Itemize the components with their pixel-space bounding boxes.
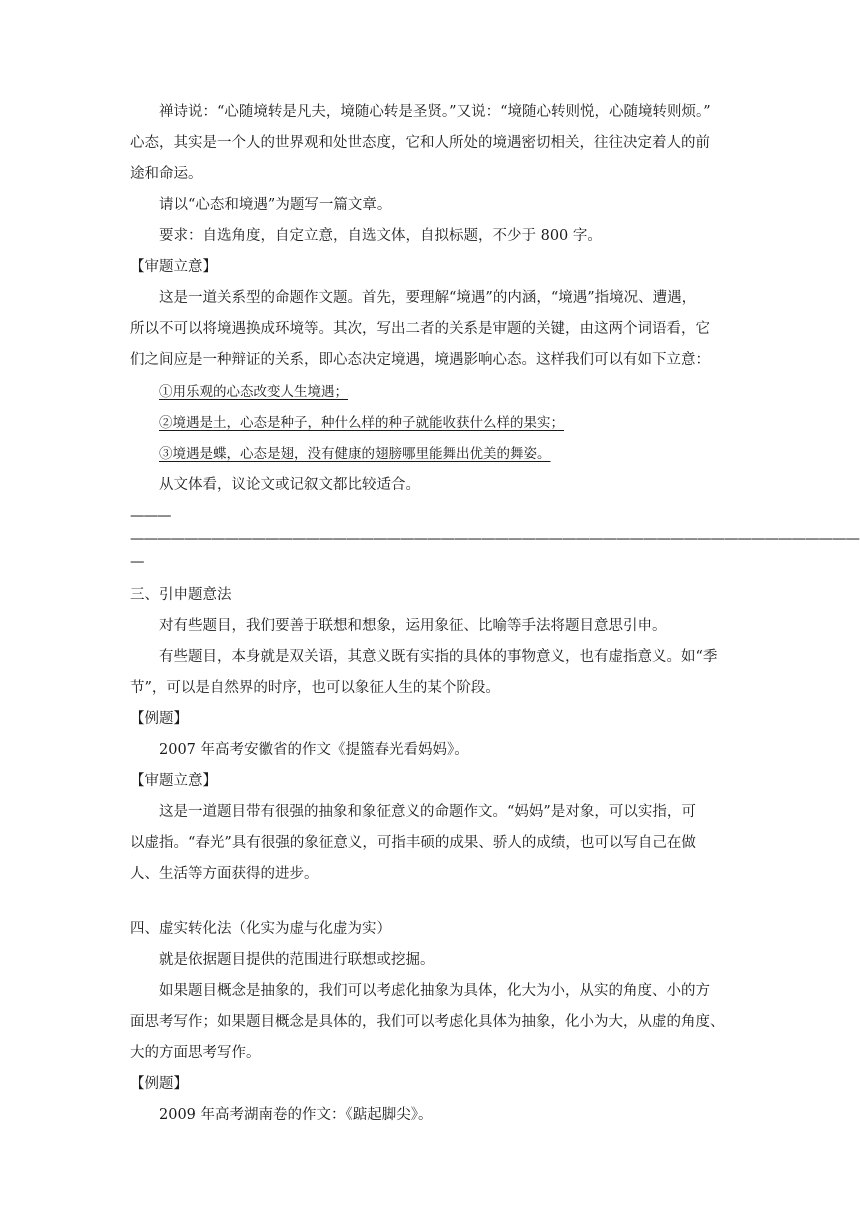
section-heading: 【审题立意】: [130, 259, 217, 275]
idea-item: ①用乐观的心态改变人生境遇；: [159, 384, 348, 400]
text-line: 们之间应是一种辩证的关系，即心态决定境遇，境遇影响心态。这样我们可以有如下立意：: [130, 352, 710, 368]
section-heading: 三、引申题意法: [130, 587, 232, 603]
text-line: 这是一道题目带有很强的抽象和象征意义的命题作文。“妈妈”是对象，可以实指，可: [159, 804, 696, 820]
text-line: 对有些题目，我们要善于联想和想象，运用象征、比喻等手法将题目意思引申。: [159, 618, 667, 634]
text-line: 请以“心态和境遇”为题写一篇文章。: [159, 197, 392, 213]
idea-item: ②境遇是土，心态是种子，种什么样的种子就能收获什么样的果实；: [159, 415, 564, 431]
text-line: 禅诗说：“心随境转是凡夫，境随心转是圣贤。”又说：“境随心转则悦，心随境转则烦。”: [159, 104, 711, 120]
separator-line: ——————————————————————————————————————————————————————: [130, 531, 859, 547]
section-heading: 【例题】: [130, 1076, 188, 1092]
text-line: 大的方面思考写作。: [130, 1045, 261, 1061]
text-line: 以虚指。“春光”具有很强的象征意义，可指丰硕的成果、骄人的成绩，也可以写自己在做: [130, 835, 696, 851]
section-heading: 四、虚实转化法（化实为虚与化虚为实）: [130, 921, 391, 937]
text-line: 2009 年高考湖南卷的作文：《踮起脚尖》。: [159, 1107, 433, 1123]
text-line: 所以不可以将境遇换成环境等。其次，写出二者的关系是审题的关键，由这两个词语看，它: [130, 321, 710, 337]
text-line: 有些题目，本身就是双关语，其意义既有实指的具体的事物意义，也有虚指意义。如“季: [159, 649, 718, 665]
text-line: 2007 年高考安徽省的作文《提篮春光看妈妈》。: [159, 742, 469, 758]
idea-item: ③境遇是蝶，心态是翅，没有健康的翅膀哪里能舞出优美的舞姿。: [159, 446, 551, 462]
separator-line: —: [130, 554, 144, 570]
text-line: 如果题目概念是抽象的，我们可以考虑化抽象为具体，化大为小，从实的角度、小的方: [159, 983, 710, 999]
text-line: 节”，可以是自然界的时序，也可以象征人生的某个阶段。: [130, 680, 500, 696]
text-line: 途和命运。: [130, 166, 203, 182]
separator-line: ———: [130, 508, 171, 524]
text-line: 心态，其实是一个人的世界观和处世态度，它和人所处的境遇密切相关，往往决定着人的前: [130, 135, 710, 151]
section-heading: 【例题】: [130, 711, 188, 727]
text-line: 要求：自选角度，自定立意，自选文体，自拟标题，不少于 800 字。: [159, 228, 602, 244]
text-line: 这是一道关系型的命题作文题。首先，要理解“境遇”的内涵，“境遇”指境况、遭遇，: [159, 290, 697, 306]
section-heading: 【审题立意】: [130, 773, 217, 789]
text-line: 面思考写作；如果题目概念是具体的，我们可以考虑化具体为抽象，化小为大，从虚的角度、: [130, 1014, 725, 1030]
text-line: 人、生活等方面获得的进步。: [130, 866, 319, 882]
text-line: 就是依据题目提供的范围进行联想或挖掘。: [159, 952, 435, 968]
text-line: 从文体看，议论文或记叙文都比较适合。: [159, 477, 420, 493]
